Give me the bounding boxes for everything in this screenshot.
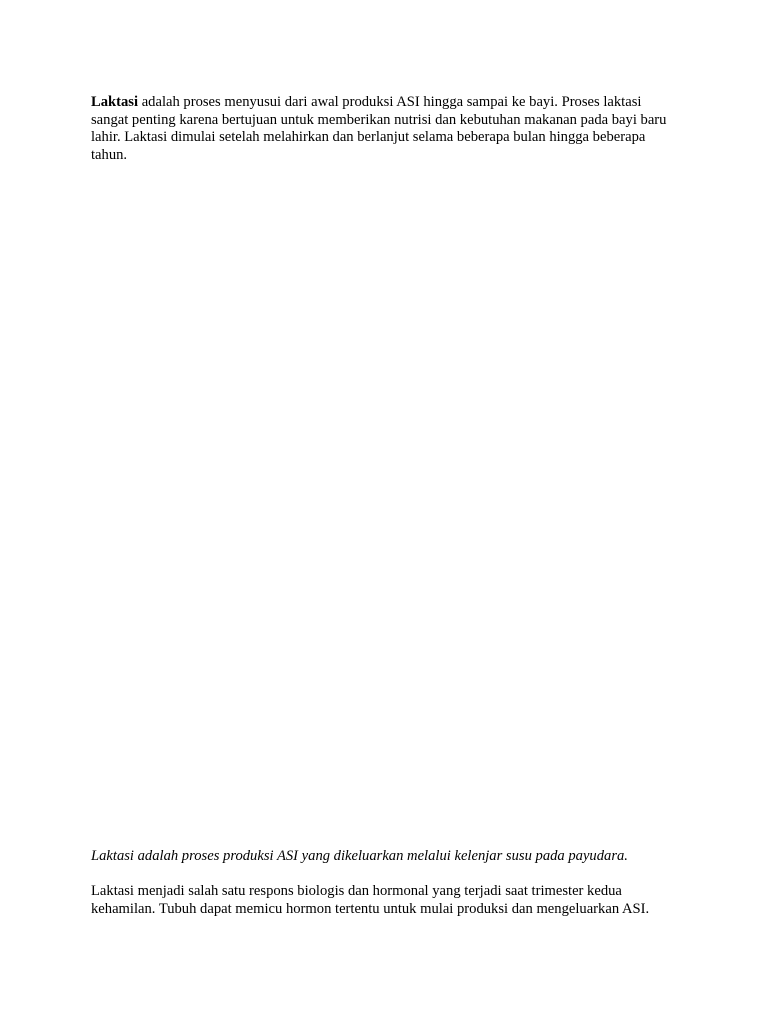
figure-area <box>91 185 677 825</box>
body-paragraph: Laktasi menjadi salah satu respons biologis dan hormonal yang terjadi saat trimester kedua kehamilan. Tubuh dapat memicu hormon tertentu untuk mulai produksi dan mengeluarkan ASI. <box>91 883 650 917</box>
intro-paragraph <box>91 94 677 164</box>
figure-caption: Laktasi adalah proses produksi ASI yang dikeluarkan melalui kelenjar susu pada payudara. <box>91 848 628 864</box>
intro-text: adalah proses menyusui dari awal produksi ASI hingga sampai ke bayi. Proses laktasi sangat penting karena bertujuan untuk memberikan nutrisi dan kebutuhan makanan pada bayi baru lahir. Laktasi dimulai setelah melahirkan dan berlanjut selama beberapa bulan hingga beberapa tahun. <box>91 94 667 163</box>
intro-term: Laktasi <box>91 94 139 110</box>
